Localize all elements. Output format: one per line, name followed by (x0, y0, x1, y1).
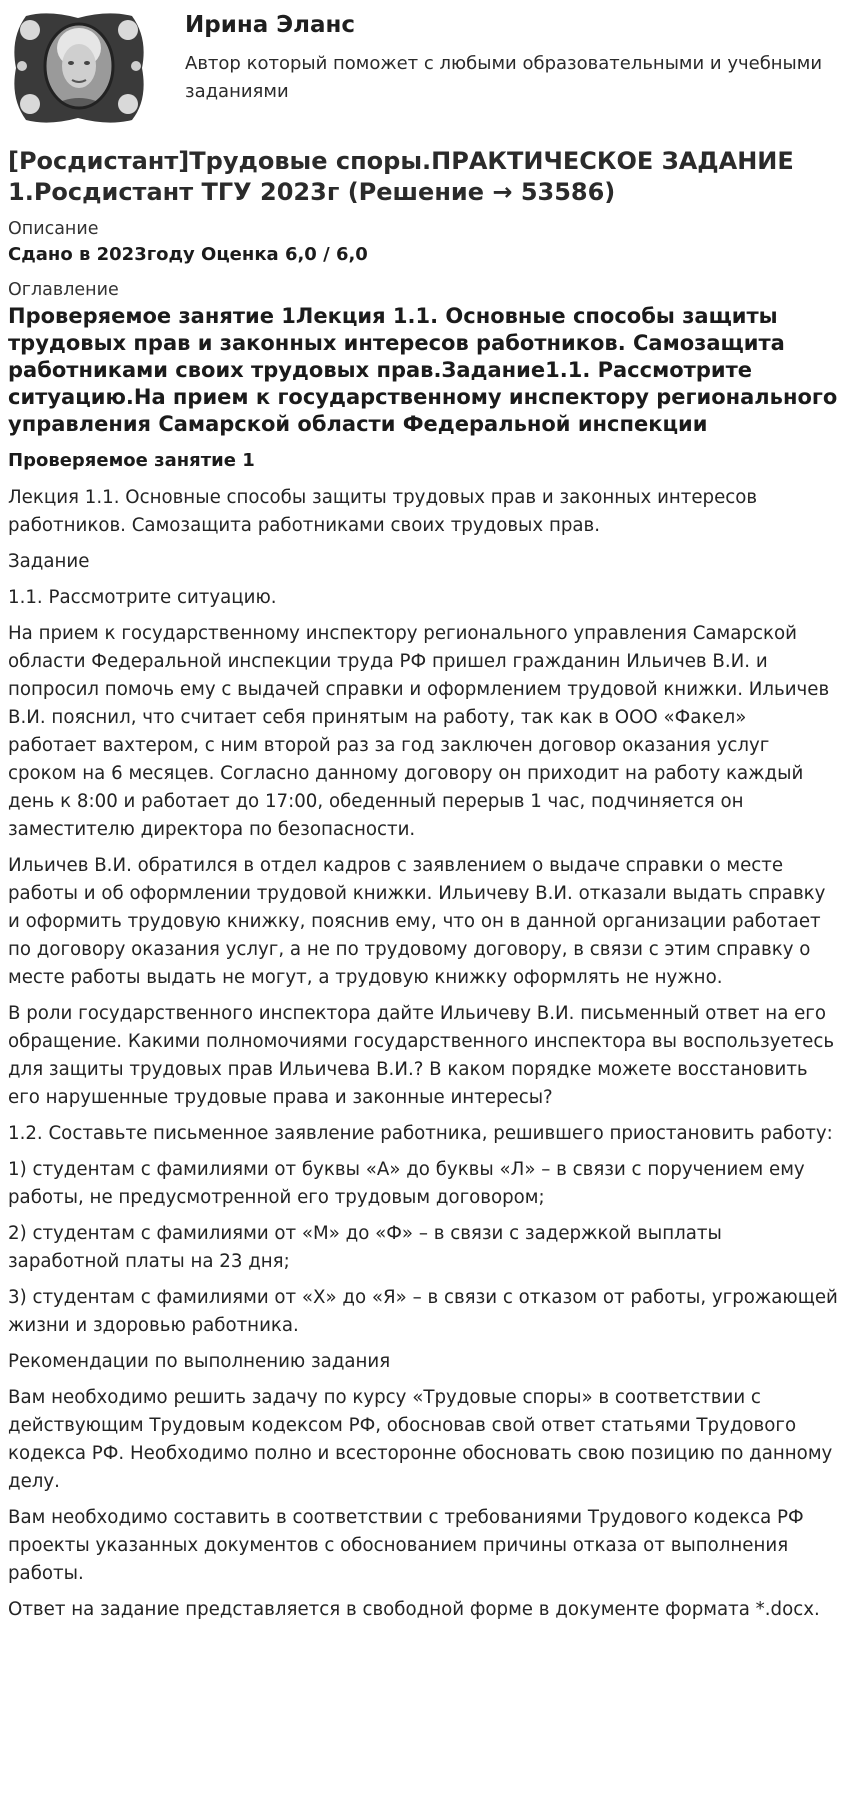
description-label: Описание (8, 219, 99, 239)
recommendation-1: Вам необходимо решить задачу по курсу «Трудовые споры» в соответствии с действующим Трудовым кодексом РФ, обосновав свой ответ статьями Трудового кодекса РФ. Необходимо полно и всесторонне обосновать свою позицию по данному делу. (8, 1387, 833, 1492)
situation-paragraph-3: В роли государственного инспектора дайте Ильичеву В.И. письменный ответ на его обращение. Какими полномочиями государственного инспектора вы воспользуетесь для защиты трудовых прав Ильичева В.И.? В каком порядке можете восстановить его нарушенные трудовые права и законные интересы? (8, 1003, 835, 1108)
toc-label: Оглавление (8, 280, 119, 300)
document-content (8, 146, 838, 1624)
recommendations-label: Рекомендации по выполнению задания (8, 1351, 391, 1372)
task-label: Задание (8, 551, 90, 572)
document-title: [Росдистант]Трудовые споры.ПРАКТИЧЕСКОЕ ЗАДАНИЕ 1.Росдистант ТГУ 2023г (Решение → 53586) (8, 147, 794, 206)
toc-text: Проверяемое занятие 1Лекция 1.1. Основные способы защиты трудовых прав и законных интересов работников. Самозащита работниками своих трудовых прав.Задание1.1. Рассмотрите ситуацию.На прием к государственному инспектору регионального управления Самарской области Федеральной инспекции (8, 304, 838, 436)
section-heading: Проверяемое занятие 1 (8, 450, 255, 471)
recommendation-2: Вам необходимо составить в соответствии с требованиями Трудового кодекса РФ проекты указанных документов с обоснованием причины отказа от выполнения работы. (8, 1507, 804, 1584)
task-1-2: 1.2. Составьте письменное заявление работника, решившего приостановить работу: (8, 1123, 833, 1144)
option-2: 2) студентам с фамилиями от «М» до «Ф» – в связи с задержкой выплаты заработной платы на 23 дня; (8, 1223, 722, 1272)
lecture-paragraph: Лекция 1.1. Основные способы защиты трудовых прав и законных интересов работников. Самозащита работниками своих трудовых прав. (8, 487, 758, 536)
film-reel-portrait-avatar[interactable] (8, 8, 150, 126)
author-header (0, 0, 847, 130)
author-description: Автор который поможет с любыми образовательными и учебными заданиями (185, 53, 823, 102)
task-1-1: 1.1. Рассмотрите ситуацию. (8, 587, 277, 608)
option-1: 1) студентам с фамилиями от буквы «А» до буквы «Л» – в связи с поручением ему работы, не предусмотренной его трудовым договором; (8, 1159, 805, 1208)
recommendation-3: Ответ на задание представляется в свободной форме в документе формата *.docx. (8, 1599, 820, 1620)
description-text: Сдано в 2023году Оценка 6,0 / 6,0 (8, 244, 368, 265)
option-3: 3) студентам с фамилиями от «Х» до «Я» – в связи с отказом от работы, угрожающей жизни и здоровью работника. (8, 1287, 838, 1336)
author-name[interactable]: Ирина Эланс (185, 12, 356, 38)
situation-paragraph-2: Ильичев В.И. обратился в отдел кадров с заявлением о выдаче справки о месте работы и об оформлении трудовой книжки. Ильичеву В.И. отказали выдать справку и оформить трудовую книжку, пояснив ему, что он в данной организации работает по договору оказания услуг, а не по трудовому договору, в связи с этим справку о месте работы выдать не могут, а трудовую книжку оформлять не нужно. (8, 855, 826, 988)
situation-paragraph-1: На прием к государственному инспектору регионального управления Самарской области Федеральной инспекции труда РФ пришел гражданин Ильичев В.И. и попросил помочь ему с выдачей справки и оформлением трудовой книжки. Ильичев В.И. пояснил, что считает себя принятым на работу, так как в ООО «Факел» работает вахтером, с ним второй раз за год заключен договор оказания услуг сроком на 6 месяцев. Согласно данному договору он приходит на работу каждый день к 8:00 и работает до 17:00, обеденный перерыв 1 час, подчиняется он заместителю директора по безопасности. (8, 623, 830, 840)
